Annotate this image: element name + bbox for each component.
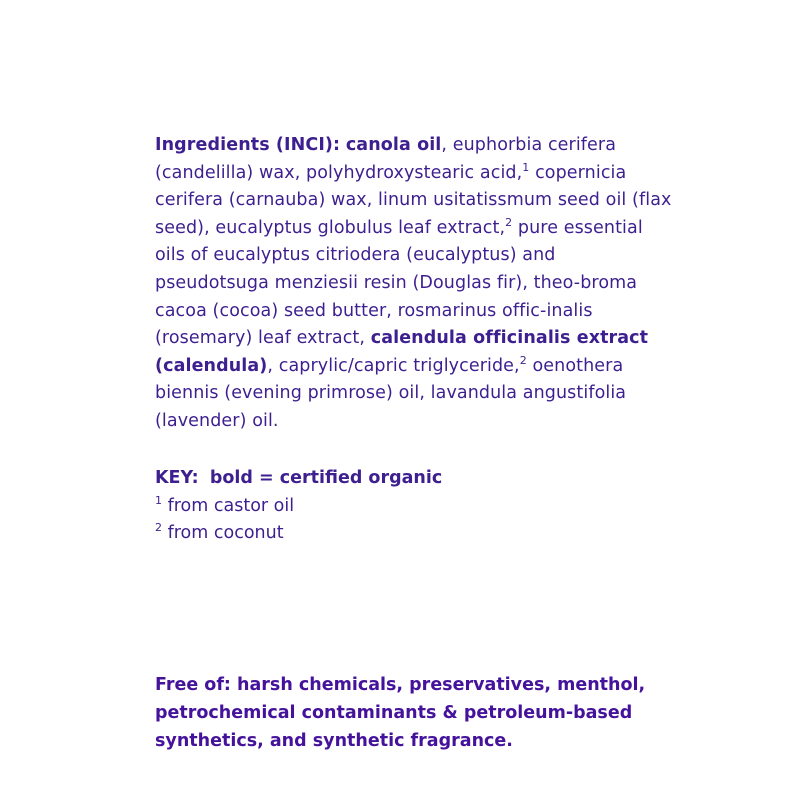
free-of-statement: Free of: harsh chemicals, preservatives, menthol, petrochemical contaminants & petroleum-based synthetics, and synthetic fragrance.	[155, 675, 646, 751]
key-legend	[155, 465, 675, 548]
ingredients-text-2: copernicia cerifera (carnauba) wax, linum usitatissmum seed oil (flax seed), eucalyptus globulus leaf extract,	[155, 162, 672, 238]
key-label: KEY:	[155, 468, 199, 488]
footnote-marker-1: 1	[522, 160, 530, 174]
footnote-1	[155, 493, 675, 521]
ingredients-text-1: , euphorbia cerifera (candelilla) wax, polyhydroxystearic acid,	[155, 135, 617, 183]
key-line	[155, 465, 675, 493]
ingredients-paragraph	[155, 132, 675, 436]
ingredient-canola-oil: canola oil	[345, 135, 442, 155]
footnote-2-text: from coconut	[167, 523, 284, 544]
ingredients-heading: Ingredients (INCI):	[155, 135, 341, 155]
ingredients-text-3: pure essential oils of eucalyptus citriodera (eucalyptus) and pseudotsuga menziesii resin (Douglas fir), theo-broma cacoa (cocoa) seed butter, rosmarinus offic-inalis (rosemary) leaf extract,	[155, 217, 643, 349]
ingredient-calendula: calendula officinalis extract (calendula)	[155, 328, 649, 376]
ingredients-text-5: oenothera biennis (evening primrose) oil, lavandula angustifolia (lavender) oil.	[155, 355, 627, 431]
footnote-2	[155, 520, 675, 548]
footnote-1-mark: 1	[155, 493, 162, 507]
footnote-marker-2: 2	[505, 215, 513, 229]
footnote-1-text: from castor oil	[167, 495, 295, 516]
ingredients-text-4: , caprylic/capric triglyceride,	[267, 355, 520, 376]
footnote-marker-2b: 2	[519, 353, 527, 367]
key-bold-note: bold = certified organic	[209, 468, 443, 488]
footnote-2-mark: 2	[155, 521, 162, 535]
